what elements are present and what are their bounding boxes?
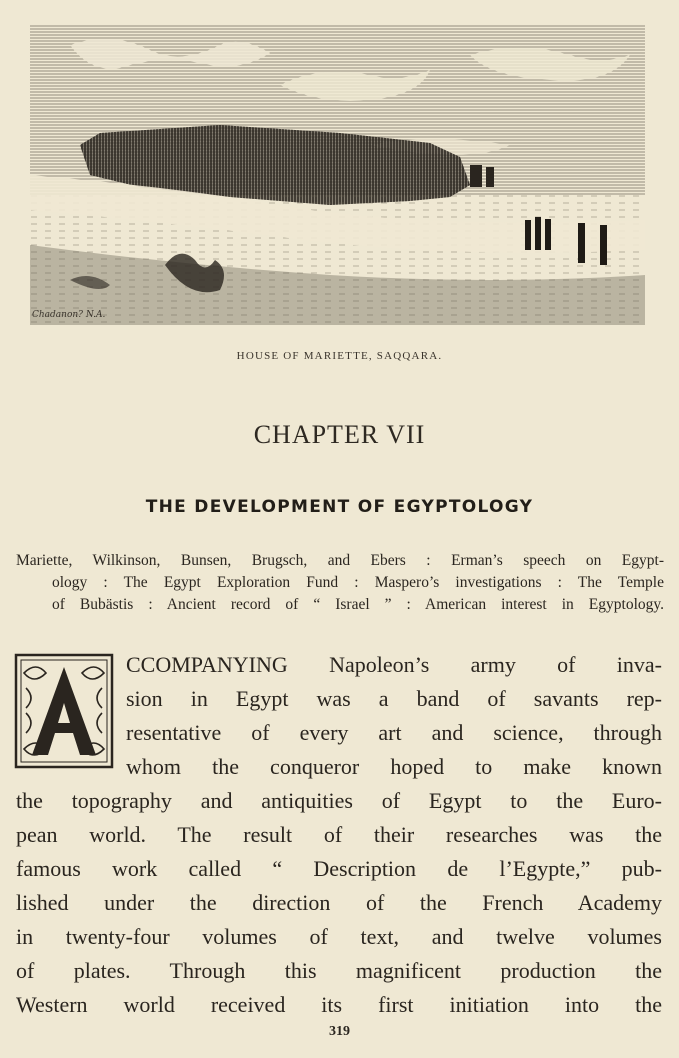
body-line: resentative of every art and science, through — [126, 720, 662, 745]
body-line: lished under the direction of the French Academy — [16, 890, 662, 915]
body-line: famous work called “ Description de l’Egypte,” pub- — [16, 856, 662, 881]
artist-signature: Chadanon? N.A. — [32, 310, 106, 320]
body-text — [16, 648, 662, 1022]
chapter-title: THE DEVELOPMENT OF EGYPTOLOGY — [145, 497, 534, 517]
body-line: pean world. The result of their researches was the — [16, 822, 662, 847]
chapter-summary — [16, 550, 664, 616]
engraving-svg — [30, 25, 645, 325]
engraving-illustration — [30, 25, 645, 325]
summary-line: of Bubästis : Ancient record of “ Israel ” : American interest in Egyptology. — [52, 596, 664, 613]
body-line: sion in Egypt was a band of savants rep- — [126, 686, 662, 711]
chapter-heading: CHAPTER VII — [253, 420, 426, 449]
body-line: of plates. Through this magnificent production the — [16, 958, 662, 983]
figure-caption: HOUSE OF MARIETTE, SAQQARA. — [236, 350, 443, 362]
body-line: whom the conqueror hoped to make known — [126, 754, 662, 779]
body-line: in twenty-four volumes of text, and twelve volumes — [16, 924, 662, 949]
summary-line: ology : The Egypt Exploration Fund : Maspero’s investigations : The Temple — [52, 574, 664, 591]
summary-line: Mariette, Wilkinson, Bunsen, Brugsch, and Ebers : Erman’s speech on Egypt- — [16, 552, 664, 569]
body-line: CCOMPANYING Napoleon’s army of inva- — [126, 652, 662, 677]
body-line: the topography and antiquities of Egypt to the Euro- — [16, 788, 662, 813]
drop-cap-letter: A — [63, 752, 65, 754]
page-number: 319 — [329, 1024, 350, 1039]
body-line: Western world received its first initiation into the — [16, 992, 662, 1017]
